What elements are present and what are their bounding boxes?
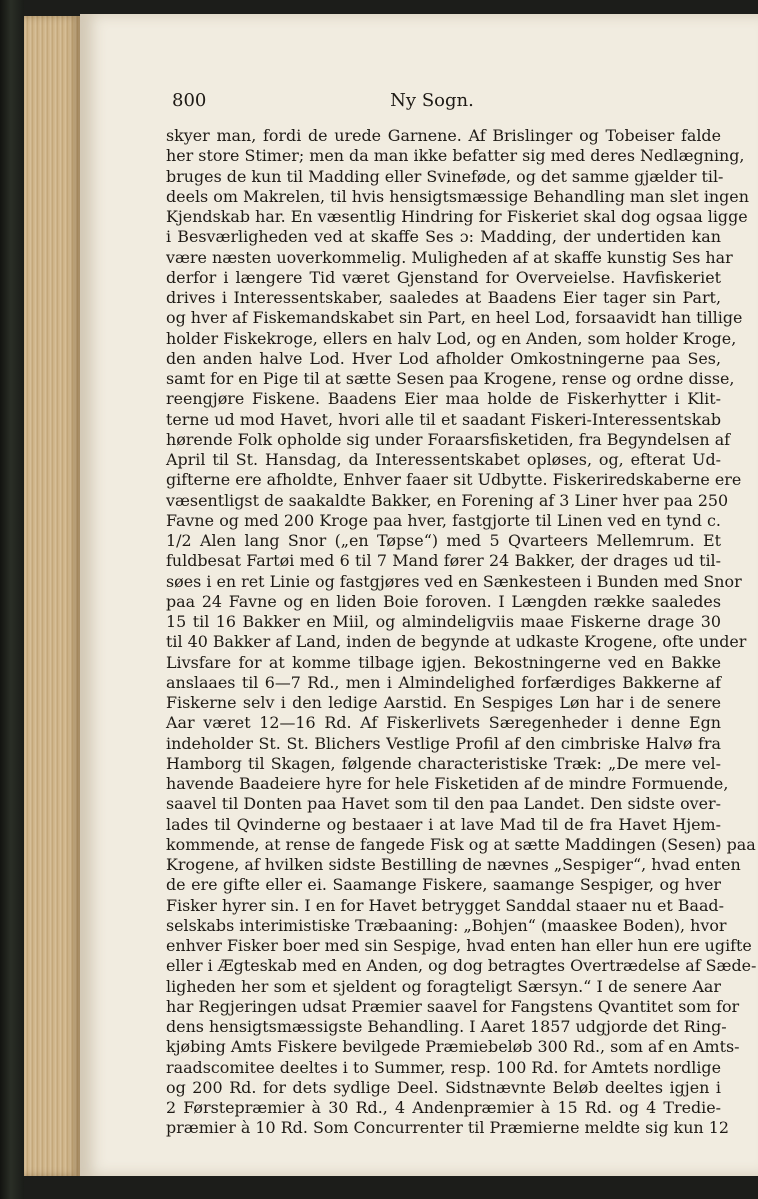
text-line: Hamborg til Skagen, følgende characteristiske Træk: „De mere vel- [166, 753, 721, 773]
text-line: 15 til 16 Bakker en Miil, og almindeligviis maae Fiskerne drage 30 [166, 612, 721, 631]
text-line: indeholder St. St. Blichers Vestlige Profil af den cimbriske Halvø fra [166, 733, 721, 753]
text-line: reengjøre Fiskene. Baadens Eier maa holde de Fiskerhytter i Klit- [166, 389, 721, 409]
text-line: 2 Førstepræmier à 30 Rd., 4 Andenpræmier à 15 Rd. og 4 Tredie- [166, 1098, 721, 1117]
text-line: kommende, at rense de fangede Fisk og at sætte Maddingen (Sesen) paa [166, 834, 756, 854]
text-line: paa 24 Favne og en liden Boie foroven. I Længden række saaledes [166, 591, 721, 611]
text-line: har Regjeringen udsat Præmier saavel for Fangstens Qvantitet som for [166, 996, 740, 1016]
running-title: Ny Sogn. [390, 90, 474, 111]
text-line: Fisker hyrer sin. I en for Havet betrygget Sanddal staaer nu et Baad- [166, 895, 724, 915]
text-line: lades til Qvinderne og bestaaer i at lave Mad til de fra Havet Hjem- [166, 814, 721, 834]
text-line: fuldbesat Fartøi med 6 til 7 Mand fører 24 Bakker, der drages ud til- [166, 551, 721, 571]
text-line: drives i Interessentskaber, saaledes at Baadens Eier tager sin Part, [166, 288, 721, 307]
text-line: Favne og med 200 Kroge paa hver, fastgjorte til Linen ved en tynd c. [166, 510, 721, 530]
text-line: saavel til Donten paa Havet som til den paa Landet. Den sidste over- [166, 794, 721, 814]
text-line: hørende Folk opholde sig under Foraarsfisketiden, fra Begyndelsen af [166, 429, 731, 449]
text-line: ligheden her som et sjeldent og foragteligt Særsyn.“ I de senere Aar [166, 976, 721, 996]
text-line: enhver Fisker boer med sin Sespige, hvad enten han eller hun ere ugifte [166, 936, 752, 955]
text-line: anslaaes til 6—7 Rd., men i Almindelighed forfærdiges Bakkerne af [166, 672, 721, 692]
text-line: derfor i længere Tid været Gjenstand for Overveielse. Havfiskeriet [166, 267, 721, 287]
text-line: være næsten uoverkommelig. Muligheden af at skaffe kunstig Ses har [166, 247, 733, 267]
text-line: væsentligst de saakaldte Bakker, en Forening af 3 Liner hver paa 250 [166, 490, 729, 510]
text-line: Kjendskab har. En væsentlig Hindring for Fiskeriet skal dog ogsaa ligge [166, 207, 748, 226]
text-line: i Besværligheden ved at skaffe Ses ɔ: Madding, der undertiden kan [166, 227, 721, 247]
book-binding [0, 0, 24, 1199]
text-line: April til St. Hansdag, da Interessentskabet opløses, og, efterat Ud- [166, 450, 721, 469]
text-line: søes i en ret Linie og fastgjøres ved en Sænkesteen i Bunden med Snor [166, 571, 742, 591]
text-line: eller i Ægteskab med en Anden, og dog betragtes Overtrædelse af Sæde- [166, 956, 757, 976]
text-line: dens hensigtsmæssigste Behandling. I Aaret 1857 udgjorde det Ring- [166, 1017, 727, 1036]
text-line: her store Stimer; men da man ikke befatter sig med deres Nedlægning, [166, 146, 745, 166]
page-header [172, 90, 692, 114]
text-line: bruges de kun til Madding eller Svineføde, og det samme gjælder til- [166, 166, 724, 186]
text-line: deels om Makrelen, til hvis hensigtsmæssige Behandling man slet ingen [166, 186, 749, 206]
text-line: samt for en Pige til at sætte Sesen paa Krogene, rense og ordne disse, [166, 369, 735, 388]
text-line: selskabs interimistiske Træbaaning: „Bohjen“ (maaskee Boden), hvor [166, 915, 727, 935]
text-line: Fiskerne selv i den ledige Aarstid. En Sespiges Løn har i de senere [166, 693, 721, 712]
text-line: holder Fiskekroge, ellers en halv Lod, og en Anden, som holder Kroge, [166, 328, 737, 348]
text-line: den anden halve Lod. Hver Lod afholder Omkostningerne paa Ses, [166, 348, 721, 368]
text-line: kjøbing Amts Fiskere bevilgede Præmiebeløb 300 Rd., som af en Amts- [166, 1037, 740, 1057]
text-line: Aar været 12—16 Rd. Af Fiskerlivets Særegenheder i denne Egn [166, 713, 721, 733]
text-line: og hver af Fiskemandskabet sin Part, en heel Lod, forsaavidt han tillige [166, 308, 743, 328]
text-line: gifterne ere afholdte, Enhver faaer sit Udbytte. Fiskeriredskaberne ere [166, 470, 742, 490]
text-line: Krogene, af hvilken sidste Bestilling de nævnes „Sespiger“, hvad enten [166, 855, 741, 874]
page-number: 800 [172, 90, 207, 111]
page-edges [24, 16, 80, 1176]
text-line: raadscomitee deeltes i to Summer, resp. 100 Rd. for Amtets nordlige [166, 1057, 721, 1077]
body-text [166, 126, 757, 1139]
text-line: 1/2 Alen lang Snor („en Tøpse“) med 5 Qvarteers Mellemrum. Et [166, 531, 721, 550]
text-line: Livsfare for at komme tilbage igjen. Bekostningerne ved en Bakke [166, 652, 721, 672]
text-line: havende Baadeiere hyre for hele Fisketiden af de mindre Formuende, [166, 774, 729, 793]
text-line: præmier à 10 Rd. Som Concurrenter til Præmierne meldte sig kun 12 [166, 1118, 729, 1138]
text-line: terne ud mod Havet, hvori alle til et saadant Fiskeri-Interessentskab [166, 409, 721, 429]
text-line: og 200 Rd. for dets sydlige Deel. Sidstnævnte Beløb deeltes igjen i [166, 1077, 721, 1097]
text-line: til 40 Bakker af Land, inden de begynde at udkaste Krogene, ofte under [166, 632, 747, 652]
text-line: skyer man, fordi de urede Garnene. Af Brislinger og Tobeiser falde [166, 126, 721, 145]
text-line: de ere gifte eller ei. Saamange Fiskere, saamange Sespiger, og hver [166, 875, 721, 895]
